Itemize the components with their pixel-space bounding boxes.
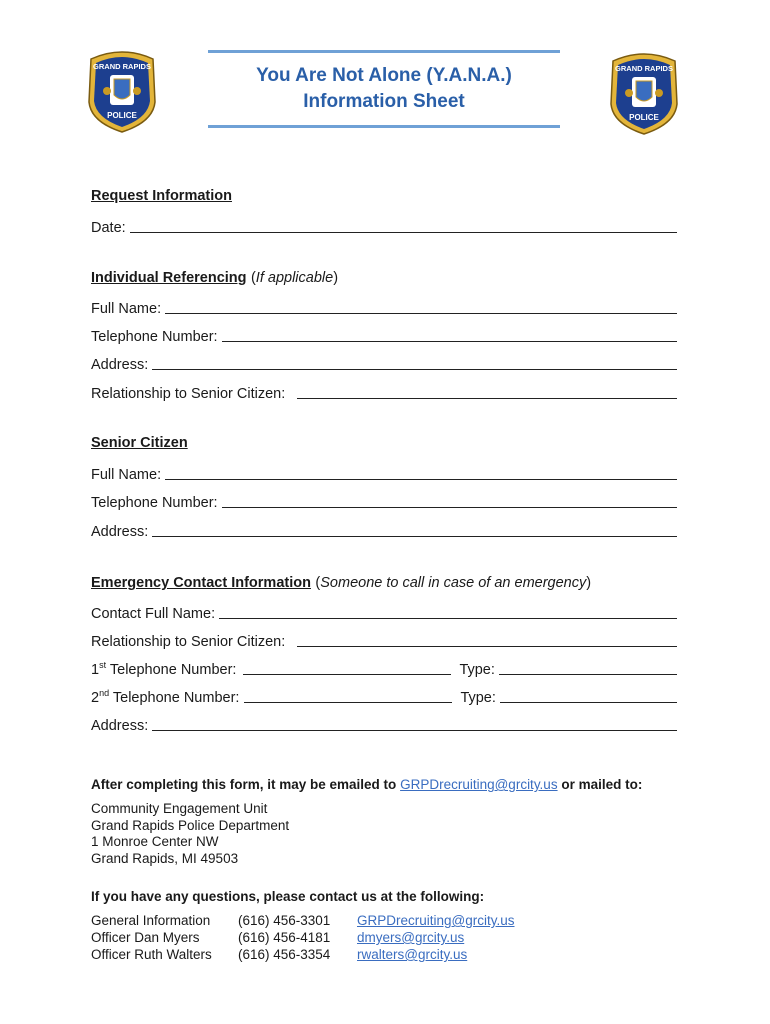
title-line-2: Information Sheet (303, 91, 465, 112)
submit-text-after: or mailed to: (561, 777, 643, 792)
contact-name: Officer Dan Myers (91, 930, 200, 945)
emergency-note: Someone to call in case of an emergency (320, 575, 587, 591)
individual-relationship-label: Relationship to Senior Citizen: (91, 386, 286, 402)
emergency-contactname-label: Contact Full Name: (91, 606, 216, 622)
individual-relationship-field[interactable] (297, 383, 677, 399)
emergency-heading: Emergency Contact Information (91, 575, 311, 591)
senior-address-field[interactable] (152, 521, 677, 537)
individual-telephone-row (91, 325, 677, 345)
senior-heading: Senior Citizen (91, 435, 188, 451)
senior-telephone-field[interactable] (222, 492, 677, 508)
contacts-table (91, 913, 591, 965)
contact-row (91, 947, 591, 964)
badge-bottom-text: POLICE (107, 111, 137, 120)
emergency-address-label: Address: (91, 718, 149, 734)
mailing-address-line: Community Engagement Unit (91, 801, 268, 816)
emergency-phone1-field[interactable] (243, 659, 451, 675)
contact-email-link[interactable]: dmyers@grcity.us (357, 930, 465, 945)
emergency-relationship-field[interactable] (297, 631, 677, 647)
emergency-address-field[interactable] (152, 715, 677, 731)
individual-telephone-label: Telephone Number: (91, 329, 218, 345)
title-rule-top (208, 50, 560, 53)
mailing-address-line: 1 Monroe Center NW (91, 834, 219, 849)
individual-heading-row: Individual Referencing (If applicable) (91, 270, 339, 286)
contact-name: General Information (91, 913, 211, 928)
contact-row (91, 913, 591, 930)
contact-name: Officer Ruth Walters (91, 947, 212, 962)
badge-bottom-text: POLICE (629, 113, 659, 122)
individual-relationship-row (91, 382, 677, 402)
mailing-address-line: Grand Rapids, MI 49503 (91, 850, 239, 866)
page-title (208, 63, 560, 115)
emergency-phone2-row (91, 686, 677, 706)
individual-note: If applicable (255, 270, 334, 286)
contact-row (91, 930, 591, 947)
individual-fullname-row (91, 297, 677, 317)
contact-phone: (616) 456-4181 (238, 930, 331, 945)
mailing-address-line: Grand Rapids Police Department (91, 817, 290, 833)
emergency-heading-row: Emergency Contact Information (Someone to call in case of an emergency) (91, 575, 592, 591)
request-heading: Request Information (91, 188, 232, 204)
emergency-phone2-label: 2nd Telephone Number: (91, 688, 240, 706)
title-block (208, 50, 560, 128)
senior-telephone-label: Telephone Number: (91, 495, 218, 511)
grand-rapids-police-badge-left (83, 47, 161, 133)
individual-heading: Individual Referencing (91, 270, 247, 286)
emergency-contactname-field[interactable] (219, 603, 677, 619)
contact-phone: (616) 456-3301 (238, 913, 331, 928)
date-field[interactable] (130, 217, 677, 233)
emergency-phone1-row (91, 658, 677, 678)
badge-top-text: GRAND RAPIDS (93, 62, 151, 71)
contact-email-link[interactable]: GRPDrecruiting@grcity.us (357, 913, 515, 928)
submit-text-before: After completing this form, it may be emailed to (91, 777, 397, 792)
date-label: Date: (91, 220, 126, 236)
mailing-address (91, 801, 289, 867)
individual-address-field[interactable] (152, 354, 677, 370)
emergency-phone2-type-field[interactable] (500, 687, 677, 703)
senior-fullname-field[interactable] (165, 464, 677, 480)
emergency-phone2-field[interactable] (244, 687, 452, 703)
contact-phone: (616) 456-3354 (238, 947, 331, 962)
senior-telephone-row (91, 491, 677, 511)
emergency-relationship-row (91, 630, 677, 650)
individual-address-row (91, 353, 677, 373)
emergency-phone1-type-label: Type: (459, 662, 495, 678)
questions-heading: If you have any questions, please contact us at the following: (91, 889, 485, 904)
emergency-address-row (91, 714, 677, 734)
contact-email-link[interactable]: rwalters@grcity.us (357, 947, 468, 962)
badge-top-text: GRAND RAPIDS (615, 64, 673, 73)
submit-email-link[interactable]: GRPDrecruiting@grcity.us (400, 777, 558, 792)
submit-instructions (91, 777, 642, 794)
individual-fullname-label: Full Name: (91, 301, 162, 317)
senior-fullname-label: Full Name: (91, 467, 162, 483)
title-rule-bottom (208, 125, 560, 128)
individual-address-label: Address: (91, 357, 149, 373)
date-row (91, 216, 677, 236)
grand-rapids-police-badge-right (605, 49, 683, 135)
emergency-relationship-label: Relationship to Senior Citizen: (91, 634, 286, 650)
senior-fullname-row (91, 463, 677, 483)
title-line-1: You Are Not Alone (Y.A.N.A.) (256, 65, 512, 86)
emergency-phone2-type-label: Type: (460, 690, 496, 706)
senior-address-row (91, 520, 677, 540)
emergency-phone1-type-field[interactable] (499, 659, 677, 675)
individual-fullname-field[interactable] (165, 298, 677, 314)
senior-address-label: Address: (91, 524, 149, 540)
individual-telephone-field[interactable] (222, 326, 677, 342)
emergency-contactname-row (91, 602, 677, 622)
emergency-phone1-label: 1st Telephone Number: (91, 660, 237, 678)
